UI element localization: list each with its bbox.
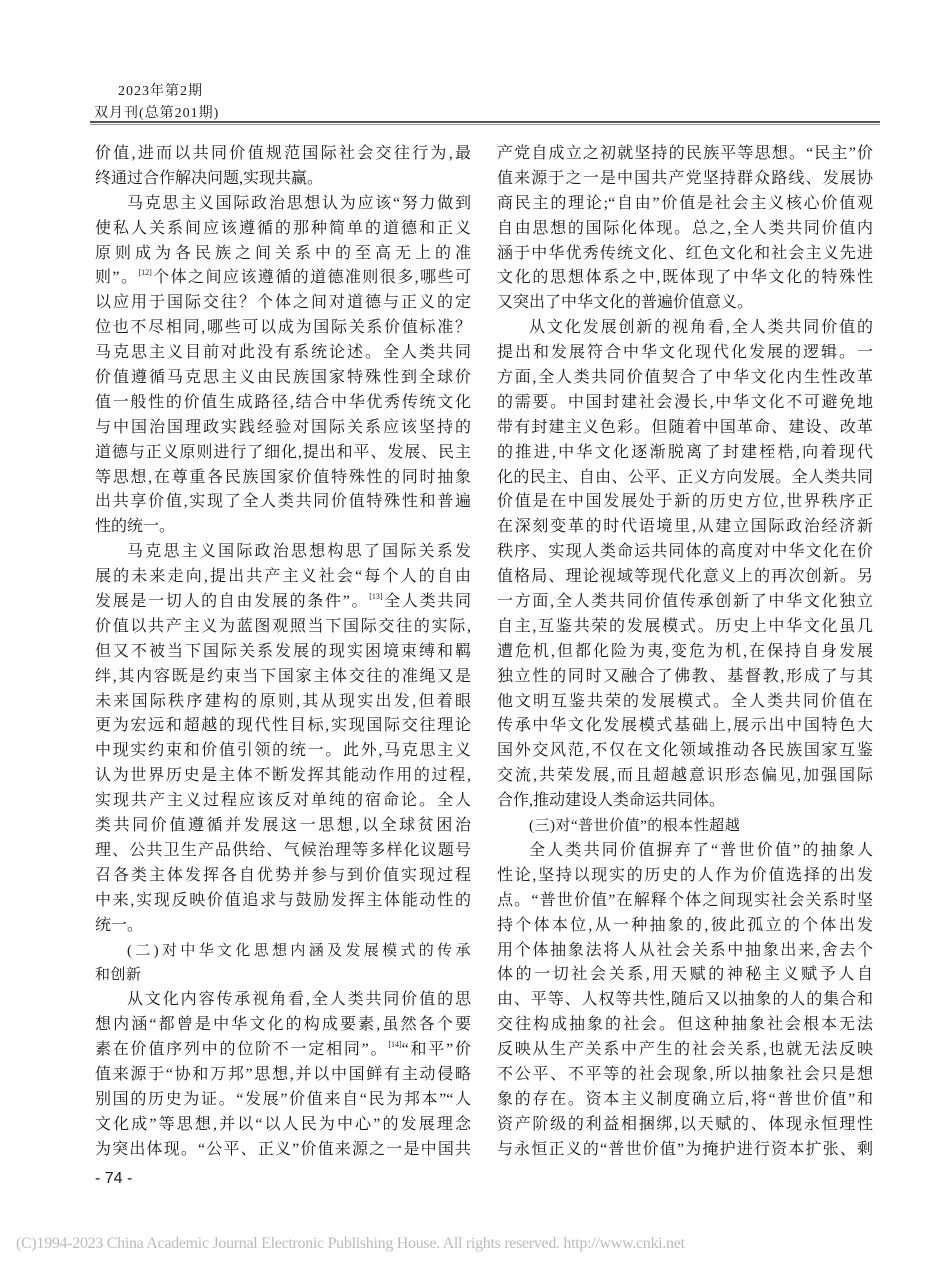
- text-line: 实现共产主义过程应该反对单纯的宿命论。全人: [95, 792, 471, 810]
- citation-reference: [14]: [388, 1040, 402, 1050]
- text-line: 等思想,在尊重各民族国家价值特殊性的同时抽象: [95, 468, 471, 486]
- text-line: 点。“普世价值”在解释个体之间现实社会关系时坚: [497, 891, 873, 909]
- paragraph: [95, 988, 471, 1162]
- text-line: 以应用于国际交往？个体之间对道德与正义的定: [95, 294, 471, 312]
- text-line: 体的一切社会关系,用天赋的神秘主义赋予人自: [497, 966, 873, 984]
- text-line: 文化的思想体系之中,既体现了中华文化的特殊性: [497, 269, 873, 287]
- text-line: 和创新: [95, 967, 142, 984]
- text-line: 位也不尽相同,哪些可以成为国际关系价值标准？: [95, 319, 471, 337]
- text-line: 价值,进而以共同价值规范国际社会交往行为,最: [95, 145, 471, 162]
- text-line: 出共享价值,实现了全人类共同价值特殊性和普遍: [95, 493, 471, 511]
- text-line: (三)对“普世价值”的根本性超越: [529, 818, 741, 835]
- text-line: 终通过合作解决问题,实现共赢。: [95, 169, 324, 187]
- text-line: 认为世界历史是主体不断发挥其能动作用的过程,: [95, 767, 471, 785]
- text-line: (二)对中华文化思想内涵及发展模式的传承: [127, 942, 471, 959]
- text-line: 价值以共产主义为蓝图观照当下国际交往的实际,: [95, 617, 471, 635]
- text-line: 的推进,中华文化逐渐脱离了封建桎梏,向着现代: [497, 443, 873, 461]
- text-line: 一方面,全人类共同价值传承创新了中华文化独立: [497, 593, 873, 611]
- text-line: 化的民主、自由、公平、正义方向发展。全人类共同: [497, 468, 873, 486]
- header-rule: [90, 121, 880, 125]
- text-segment: 个体之间应该遵循的道德准则很多,哪些可: [151, 269, 471, 287]
- text-line: 文化成”等思想,并以“以人民为中心”的发展理念: [95, 1115, 471, 1133]
- text-line: 反映从生产关系中产生的社会关系,也就无法反映: [497, 1041, 873, 1059]
- text-line: 合作,推动建设人类命运共同体。: [497, 792, 726, 810]
- paragraph: [95, 540, 471, 938]
- text-line: 中现实约束和价值引领的统一。此外,马克思主义: [95, 742, 471, 760]
- text-line: 值来源于之一是中国共产党坚持群众路线、发展协: [497, 169, 873, 187]
- text-line: 召各类主体发挥各自优势并参与到价值实现过程: [95, 866, 471, 884]
- text-line: 值一般性的价值生成路径,结合中华优秀传统文化: [95, 393, 471, 411]
- text-line: 更为宏远和超越的现代性目标,实现国际交往理论: [95, 717, 471, 735]
- text-line: 方面,全人类共同价值契合了中华文化内生性改革: [497, 369, 873, 387]
- text-line: 用个体抽象法将人从社会关系中抽象出来,舍去个: [497, 941, 873, 959]
- text-segment: 发展是一切人的自由发展的条件”。: [95, 593, 370, 611]
- text-segment: 素在价值序列中的位阶不一定相同”。: [95, 1041, 389, 1059]
- text-line: 带有封建主义色彩。但随着中国革命、建设、改革: [497, 418, 873, 436]
- section-heading: [95, 939, 471, 989]
- text-line: 从文化内容传承视角看,全人类共同价值的思: [127, 991, 471, 1009]
- text-line: 由、平等、人权等共性,随后又以抽象的人的集合和: [497, 991, 873, 1009]
- text-line: 原则成为各民族之间关系中的至高无上的准: [95, 244, 471, 262]
- text-line: 与中国治国理政实践经验对国际关系应该坚持的: [95, 418, 471, 436]
- text-line: 价值是在中国发展处于新的历史方位,世界秩序正: [497, 493, 873, 511]
- text-line: 马克思主义国际政治思想构思了国际关系发: [127, 543, 471, 561]
- section-heading: [497, 814, 873, 839]
- text-line: 自由思想的国际化体现。总之,全人类共同价值内: [497, 219, 873, 237]
- text-line: 交流,共荣发展,而且超越意识形态偏见,加强国际: [497, 767, 873, 785]
- running-header-issue: 2023年第2期: [118, 84, 203, 99]
- text-line: 传承中华文化发展模式基础上,展示出中国特色大: [497, 717, 873, 735]
- paragraph: [497, 316, 873, 814]
- text-line: 独立性的同时又融合了佛教、基督教,形成了与其: [497, 667, 873, 685]
- left-column: [95, 142, 471, 1163]
- text-line: [95, 590, 471, 615]
- text-line: 涵于中华优秀传统文化、红色文化和社会主义先进: [497, 244, 873, 262]
- text-line: 资产阶级的利益相捆绑,以天赋的、体现永恒理性: [497, 1115, 873, 1133]
- text-line: 价值遵循马克思主义由民族国家特殊性到全球价: [95, 369, 471, 387]
- text-line: 别国的历史为证。“发展”价值来自“民为邦本”“人: [95, 1090, 471, 1108]
- text-segment: 则”。: [95, 269, 139, 287]
- text-line: 遭危机,但都化险为夷,变危为机,在保持自身发展: [497, 642, 873, 660]
- text-line: [95, 1038, 471, 1063]
- text-line: 商民主的理论;“自由”价值是社会主义核心价值观: [497, 194, 873, 212]
- text-line: 值来源于“协和万邦”思想,并以中国鲜有主动侵略: [95, 1065, 471, 1083]
- text-line: 秩序、实现人类命运共同体的高度对中华文化在价: [497, 543, 873, 561]
- text-segment: “和平”价: [401, 1041, 471, 1059]
- text-line: 象的存在。资本主义制度确立后,将“普世价值”和: [497, 1090, 873, 1108]
- text-line: 他文明互鉴共荣的发展模式。全人类共同价值在: [497, 692, 873, 710]
- text-line: 道德与正义原则进行了细化,提出和平、发展、民主: [95, 443, 471, 461]
- text-line: 为突出体现。“公平、正义”价值来源之一是中国共: [95, 1140, 471, 1158]
- text-line: 性的统一。: [95, 518, 176, 536]
- text-line: 国外交风范,不仅在文化领域推动各民族国家互鉴: [497, 742, 873, 760]
- text-line: 自主,互鉴共荣的发展模式。历史上中华文化虽几: [497, 617, 873, 635]
- right-column: [497, 142, 873, 1163]
- text-line: 全人类共同价值摒弃了“普世价值”的抽象人: [529, 841, 873, 859]
- text-line: 马克思主义国际政治思想认为应该“努力做到: [127, 194, 471, 212]
- text-line: 绊,其内容既是约束当下国家主体交往的准绳又是: [95, 667, 471, 685]
- citation-reference: [12]: [138, 268, 152, 278]
- text-line: 与永恒正义的“普世价值”为掩护进行资本扩张、剩: [497, 1140, 873, 1158]
- text-line: 持个体本位,从一种抽象的,彼此孤立的个体出发: [497, 916, 873, 934]
- text-line: 使私人关系间应该遵循的那种简单的道德和正义: [95, 219, 471, 237]
- paragraph: [95, 142, 471, 192]
- text-line: 未来国际秩序建构的原则,其从现实出发,但着眼: [95, 692, 471, 710]
- text-line: 统一。: [95, 916, 144, 934]
- text-line: 在深刻变革的时代语境里,从建立国际政治经济新: [497, 518, 873, 536]
- text-line: 交往构成抽象的社会。但这种抽象社会根本无法: [497, 1016, 873, 1034]
- text-line: 的需要。中国封建社会漫长,中华文化不可避免地: [497, 393, 873, 411]
- text-line: 产党自成立之初就坚持的民族平等思想。“民主”价: [497, 145, 873, 162]
- paragraph: [497, 839, 873, 1163]
- text-line: 中来,实现反映价值追求与鼓励发挥主体能动性的: [95, 891, 471, 909]
- text-line: [95, 266, 471, 291]
- copyright-footer: (C)1994-2023 China Academic Journal Electronic Publishing House. All rights reserved. http://www.cnki.net: [16, 1235, 685, 1252]
- paragraph: [95, 192, 471, 540]
- text-line: 又突出了中华文化的普遍价值意义。: [497, 294, 754, 312]
- running-header-series: 双月刊(总第201期): [94, 106, 220, 121]
- text-line: 性论,坚持以现实的历史的人作为价值选择的出发: [497, 866, 873, 884]
- text-line: 从文化发展创新的视角看,全人类共同价值的: [529, 319, 873, 337]
- text-line: 想内涵“都曾是中华文化的构成要素,虽然各个要: [95, 1016, 471, 1034]
- text-line: 马克思主义目前对此没有系统论述。全人类共同: [95, 344, 471, 362]
- text-line: 不公平、不平等的社会现象,所以抽象社会只是想: [497, 1065, 873, 1083]
- text-segment: 全人类共同: [382, 593, 471, 611]
- text-line: 类共同价值遵循并发展这一思想,以全球贫困治: [95, 817, 471, 835]
- text-line: 值格局、理论视域等现代化意义上的再次创新。另: [497, 568, 873, 586]
- text-line: 展的未来走向,提出共产主义社会“每个人的自由: [95, 568, 471, 586]
- text-line: 理、公共卫生产品供给、气候治理等多样化议题号: [95, 841, 471, 859]
- text-line: 提出和发展符合中华文化现代化发展的逻辑。一: [497, 344, 873, 362]
- paragraph: [497, 142, 873, 316]
- citation-reference: [13]: [369, 592, 383, 602]
- text-line: 但又不被当下国际关系发展的现实困境束缚和羁: [95, 642, 471, 660]
- page-number: - 74 -: [95, 1170, 133, 1187]
